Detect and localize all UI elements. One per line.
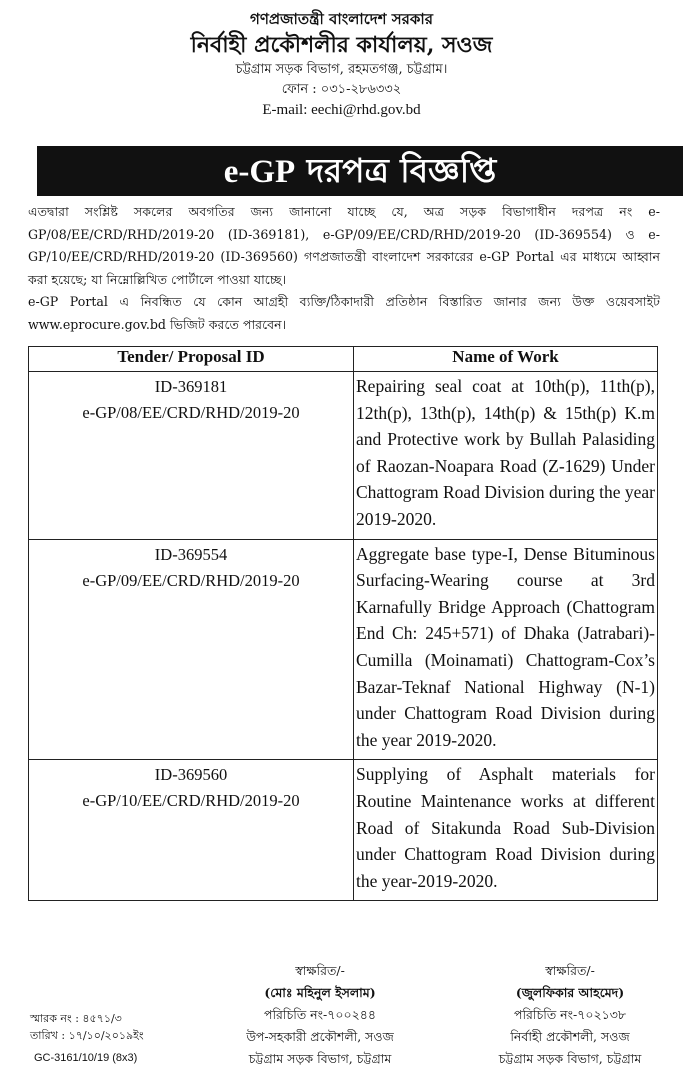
table-row [29,539,658,760]
work-description: Supplying of Asphalt materials for Routine Maintenance works at different Road of Sitakunda Road Sub-Division under Chattogram Road Division during the year-2019-2020. [354,760,658,901]
government-name: গণপ্রজাতন্ত্রী বাংলাদেশ সরকার [250,10,433,28]
signatory-name: (মোঃ মহিনুল ইসলাম) [264,985,376,1000]
table-row [29,372,658,540]
table-header-row [29,347,658,372]
office-email: E-mail: eechi@rhd.gov.bd [262,102,421,118]
tender-id: ID-369554 [154,544,228,564]
signature-block-left [210,960,430,1070]
signatory-id: পরিচিতি নং-৭০২১৩৮ [514,1007,626,1022]
banner-egp: e-GP [223,154,296,190]
office-phone: ফোন : ০৩১-২৮৬৩৩২ [281,82,402,97]
memo-date: তারিখ : ১৭/১০/২০১৯ইং [30,1029,144,1042]
signatory-name: (জুলফিকার আহমেদ) [515,985,625,1000]
title-banner [37,146,683,196]
signature-block-right [460,960,680,1070]
notice-header [0,0,683,120]
tender-id: ID-369181 [154,377,228,396]
tender-id-cell [29,372,354,540]
work-description: Repairing seal coat at 10th(p), 11th(p), 12th(p), 13th(p), 14th(p) & 15th(p) K.m and Protective work by Bullah Palasiding of Raozan-Noapara Road (Z-1629) Under Chattogram Road Division during the year 2019-2020. [354,372,658,540]
tender-ref: e-GP/09/EE/CRD/RHD/2019-20 [82,570,300,590]
signatory-id: পরিচিতি নং-৭০০২৪৪ [264,1007,376,1022]
intro-text [28,201,660,336]
intro-paragraph: e-GP Portal এ নিবন্ধিত যে কোন আগ্রহী ব্যক্তি/ঠিকাদারী প্রতিষ্ঠান বিস্তারিত জানার জন্য উক্ত ওয়েবসাইট www.eprocure.gov.bd ভিজিট করতে পারবেন। [28,294,660,332]
office-address: চট্টগ্রাম সড়ক বিভাগ, রহমতগঞ্জ, চট্টগ্রাম। [235,62,448,77]
signatory-designation: নির্বাহী প্রকৌশলী, সওজ [510,1029,630,1044]
header-name-of-work: Name of Work [354,347,658,372]
footer-code: GC-3161/10/19 (8x3) [34,1052,138,1064]
signed-label: স্বাক্ষরিত/- [295,963,345,978]
tender-ref: e-GP/08/EE/CRD/RHD/2019-20 [82,403,300,422]
banner-title: দরপত্র বিজ্ঞপ্তি [306,151,497,190]
tender-ref: e-GP/10/EE/CRD/RHD/2019-20 [82,791,300,811]
intro-paragraph: এতদ্বারা সংশ্লিষ্ট সকলের অবগতির জন্য জানানো যাচ্ছে যে, অত্র সড়ক বিভাগাধীন দরপত্র নং e-GP/08/EE/CRD/RHD/2019-20 (ID-369181), e-GP/09/EE/CRD/RHD/2019-20 (ID-369554) ও e-GP/10/EE/CRD/RHD/2019-20 (ID-369560) গণপ্রজাতন্ত্রী বাংলাদেশ সরকারের e-GP Portal এর মাধ্যমে আহ্বান করা হয়েছে; যা নিম্নোল্লিখিত পোর্টালে পাওয়া যাচ্ছে। [28,204,660,287]
signed-label: স্বাক্ষরিত/- [545,963,595,978]
tender-id-cell [29,539,354,760]
tender-id: ID-369560 [154,765,228,785]
tender-id-cell [29,760,354,901]
signatory-division: চট্টগ্রাম সড়ক বিভাগ, চট্টগ্রাম [498,1051,642,1066]
memo-info [30,1010,144,1044]
memo-number: স্মারক নং : ৪৫৭১/৩ [30,1012,122,1025]
work-description: Aggregate base type-I, Dense Bituminous Surfacing-Wearing course at 3rd Karnafully Bridge Approach (Chattogram End Ch: 245+571) of Dhaka (Jatrabari)-Cumilla (Moinamati) Chattogram-Cox’s Bazar-Teknaf National Highway (N-1) under Chattogram Road Division during the year 2019-2020. [354,539,658,760]
tender-table [28,346,658,901]
header-tender-id: Tender/ Proposal ID [29,347,354,372]
office-name: নির্বাহী প্রকৌশলীর কার্যালয়, সওজ [190,32,493,58]
signatory-designation: উপ-সহকারী প্রকৌশলী, সওজ [246,1029,394,1044]
table-row [29,760,658,901]
signatory-division: চট্টগ্রাম সড়ক বিভাগ, চট্টগ্রাম [248,1051,392,1066]
